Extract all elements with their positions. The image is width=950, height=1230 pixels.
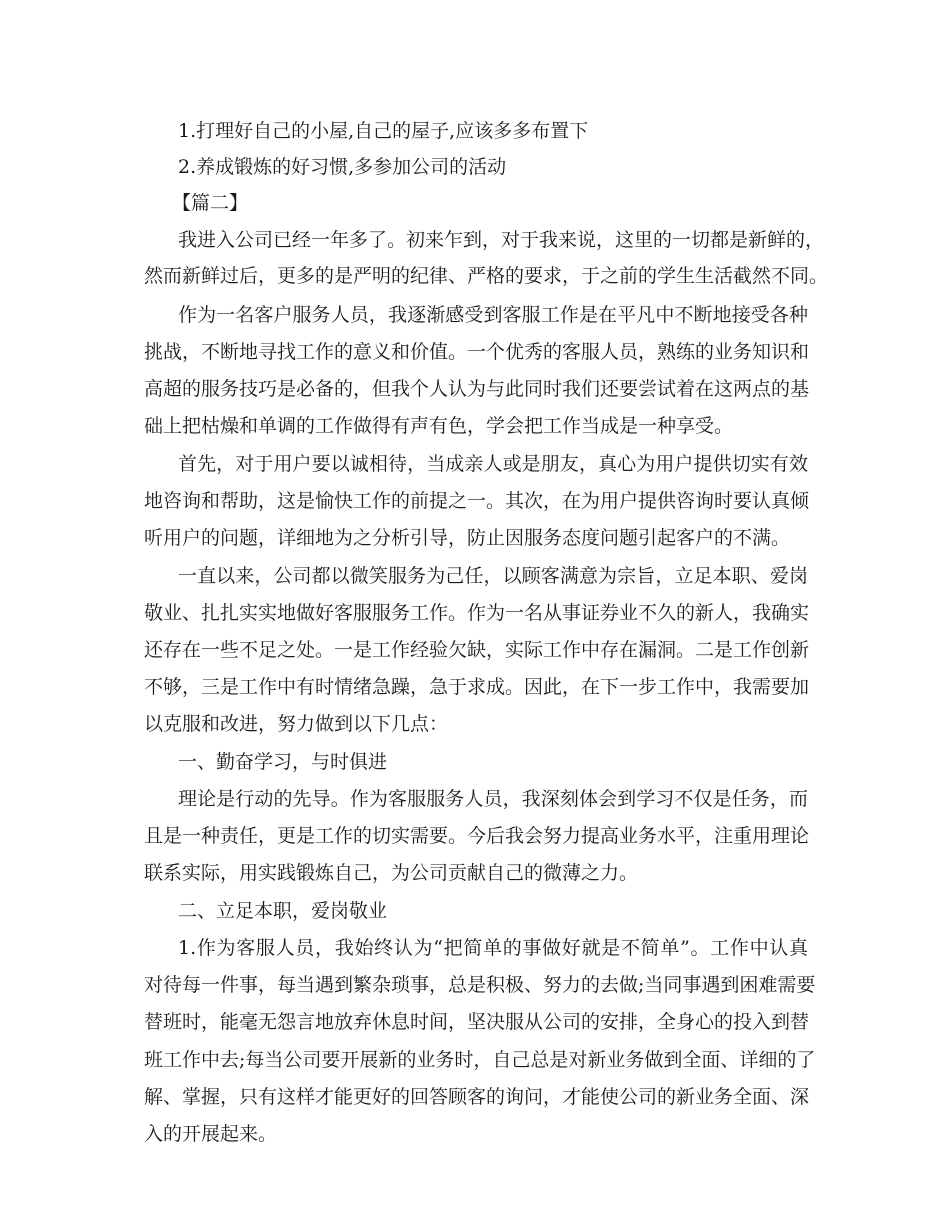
paragraph-line: 础上把枯燥和单调的工作做得有声有色，学会把工作当成是一种享受。 xyxy=(144,415,734,437)
paragraph-line: 我进入公司已经一年多了。初来乍到，对于我来说，这里的一切都是新鲜的， xyxy=(178,229,825,251)
subheading: 一、勤奋学习，与时俱进 xyxy=(178,751,388,773)
paragraph-line: 地咨询和帮助，这是愉快工作的前提之一。其次，在为用户提供咨询时要认真倾 xyxy=(144,490,810,512)
paragraph-line: 1.作为客服人员，我始终认为“把简单的事做好就是不简单”。工作中认真 xyxy=(178,937,808,959)
paragraph-line: 敬业、扎扎实实地做好客服服务工作。作为一名从事证券业不久的新人，我确实 xyxy=(144,602,810,624)
paragraph-line: 一直以来，公司都以微笑服务为己任，以顾客满意为宗旨，立足本职、爱岗 xyxy=(178,565,808,587)
paragraph-line: 且是一种责任，更是工作的切实需要。今后我会努力提高业务水平，注重用理论 xyxy=(144,825,810,847)
subheading: 二、立足本职，爱岗敬业 xyxy=(178,900,388,922)
paragraph-line: 还存在一些不足之处。一是工作经验欠缺，实际工作中存在漏洞。二是工作创新 xyxy=(144,639,810,661)
paragraph-line: 然而新鲜过后，更多的是严明的纪律、严格的要求，于之前的学生生活截然不同。 xyxy=(144,265,829,287)
paragraph-line: 班工作中去;每当公司要开展新的业务时，自己总是对新业务做到全面、详细的了 xyxy=(144,1049,816,1071)
paragraph-line: 首先，对于用户要以诚相待，当成亲人或是朋友，真心为用户提供切实有效 xyxy=(178,453,808,475)
paragraph-line: 入的开展起来。 xyxy=(144,1123,278,1145)
paragraph-line: 联系实际，用实践锻炼自己，为公司贡献自己的微薄之力。 xyxy=(144,862,639,884)
list-item: 2.养成锻炼的好习惯,多参加公司的活动 xyxy=(178,156,507,178)
paragraph-line: 以克服和改进，努力做到以下几点： xyxy=(144,713,449,735)
paragraph-line: 不够，三是工作中有时情绪急躁，急于求成。因此，在下一步工作中，我需要加 xyxy=(144,676,810,698)
paragraph-line: 作为一名客户服务人员，我逐渐感受到客服工作是在平凡中不断地接受各种 xyxy=(178,304,808,326)
paragraph-line: 听用户的问题，详细地为之分析引导，防止因服务态度问题引起客户的不满。 xyxy=(144,527,791,549)
paragraph-line: 挑战，不断地寻找工作的意义和价值。一个优秀的客服人员，熟练的业务知识和 xyxy=(144,341,810,363)
paragraph-line: 对待每一件事，每当遇到繁杂琐事，总是积极、努力的去做;当同事遇到困难需要 xyxy=(144,974,816,996)
section-heading: 【篇二】 xyxy=(172,192,249,214)
paragraph-line: 高超的服务技巧是必备的，但我个人认为与此同时我们还要尝试着在这两点的基 xyxy=(144,378,810,400)
list-item: 1.打理好自己的小屋,自己的屋子,应该多多布置下 xyxy=(178,120,589,142)
paragraph-line: 替班时，能毫无怨言地放弃休息时间，坚决服从公司的安排，全身心的投入到替 xyxy=(144,1011,810,1033)
paragraph-line: 解、掌握，只有这样才能更好的回答顾客的询问，才能使公司的新业务全面、深 xyxy=(144,1086,810,1108)
paragraph-line: 理论是行动的先导。作为客服服务人员，我深刻体会到学习不仅是任务，而 xyxy=(178,788,808,810)
